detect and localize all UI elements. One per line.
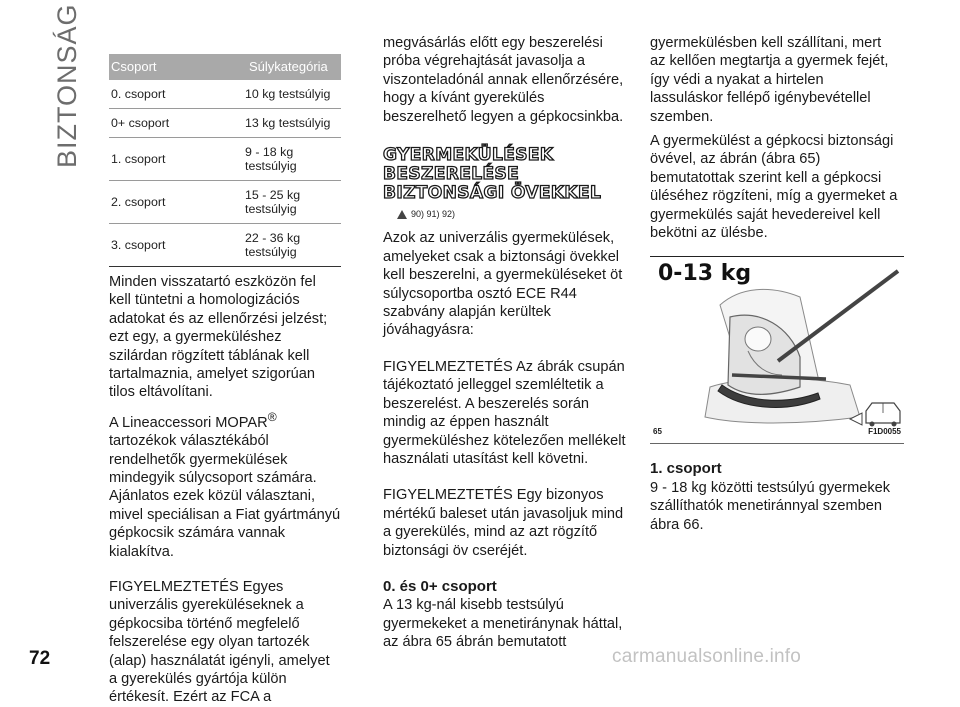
warning-references	[397, 205, 631, 223]
subheading-group-0: 0. és 0+ csoport	[383, 577, 497, 595]
mopar-text-rest: tartozékok választékából rendelhetők gyermekülések mindegyik súlycsoport számára. Ajánlatos ezek közül választani, mivel speciálisan a Fiat gyártmányú gépkocsik számára vannak kialakítva.	[109, 433, 341, 560]
table-cell-weight: 15 - 25 kg testsúlyig	[229, 181, 341, 224]
column-2	[383, 34, 631, 652]
table-cell-weight: 13 kg testsúlyig	[229, 109, 341, 138]
column-3	[650, 34, 900, 534]
table-header-weight: Súlykategória	[229, 54, 341, 80]
table-row	[109, 109, 341, 138]
watermark: carmanualsonline.info	[612, 646, 802, 667]
table-header-group: Csoport	[109, 54, 229, 80]
paragraph-warning-figures: FIGYELMEZTETÉS Az ábrák csupán tájékoztató jelleggel szemléltetik a beszerelést. A beszerelés során mindig az éppen használt gyermeküléshez kötelezően mellékelt használati utasítást kell követni.	[383, 358, 626, 467]
paragraph-fastening: A gyermekülést a gépkocsi biztonsági övével, az ábrán (ábra 65) bemutatottak szerint kell a gépkocsi üléséhez rögzíteni, míg a gyermeket a gyermekülés saját hevedereivel kell bekötni az ülésbe.	[650, 133, 898, 242]
paragraph-mopar	[109, 408, 341, 561]
figure-weight-label: 0-13 kg	[658, 261, 752, 287]
table-cell-weight: 9 - 18 kg testsúlyig	[229, 138, 341, 181]
paragraph-continued-col3: gyermekülésben kell szállítani, mert az kellően megtartja a gyermek fejét, így védi a nyakat a hirtelen lassuláskor fellépő igénybevétellel szemben.	[650, 35, 889, 125]
mopar-text: A Lineaccessori MOPAR	[109, 414, 268, 431]
table-cell-weight: 22 - 36 kg testsúlyig	[229, 224, 341, 267]
table-row	[109, 224, 341, 267]
subheading-group-1: 1. csoport	[650, 460, 722, 478]
warning-triangle-icon	[397, 210, 407, 219]
table-cell-weight: 10 kg testsúlyig	[229, 80, 341, 109]
table-cell-group: 2. csoport	[109, 181, 229, 224]
table-cell-group: 1. csoport	[109, 138, 229, 181]
paragraph-group-1: 9 - 18 kg közötti testsúlyú gyermekek szállíthatók menetiránnyal szemben ábra 66.	[650, 479, 891, 533]
paragraph-continued: megvásárlás előtt egy beszerelési próba végrehajtását javasolja a viszonteladónál annak ellenőrzésére, hogy a kívánt gyerekülés beszerelhető legyen a gépkocsinkba.	[383, 35, 624, 125]
paragraph-group-0: A 13 kg-nál kisebb testsúlyú gyermekeket a menetiránynak háttal, az ábra 65 ábrán bemutatott	[383, 597, 623, 651]
table-cell-group: 0. csoport	[109, 80, 229, 109]
paragraph-ece-r44: Azok az univerzális gyermekülések, amelyeket csak a biztonsági övekkel kell beszerelni, a gyermeküléseket öt súlycsoportba osztó ECE R44 szabvány alapján kerültek jóváhagyásra:	[383, 230, 623, 339]
paragraph-warning-accident: FIGYELMEZTETÉS Egy bizonyos mértékű baleset után javasoljuk mind a gyerekülés, mind az azt rögzítő biztonsági öv cseréjét.	[383, 487, 624, 559]
figure-number: 65	[653, 427, 662, 437]
column-1	[109, 54, 341, 707]
table-row	[109, 181, 341, 224]
figure-code: F1D0055	[868, 427, 901, 437]
reference-numbers: 90) 91) 92)	[411, 209, 456, 220]
weight-group-table	[109, 54, 341, 267]
section-heading: GYERMEKÜLÉSEK BESZERELÉSE BIZTONSÁGI ÖVEKKEL	[383, 145, 602, 204]
table-row	[109, 80, 341, 109]
paragraph-homologation: Minden visszatartó eszközön fel kell tüntetni a homologizációs adatokat és az ellenőrzési jelzést; ezt egy, a gyermeküléshez szilárdan rögzített táblának kell tartalmaznia, amelyet szigorúan tilos eltávolítani.	[109, 274, 328, 401]
table-row	[109, 138, 341, 181]
table-cell-group: 0+ csoport	[109, 109, 229, 138]
registered-mark: ®	[267, 409, 277, 424]
page-number: 72	[29, 648, 51, 669]
table-cell-group: 3. csoport	[109, 224, 229, 267]
figure-65	[650, 256, 904, 444]
paragraph-warning-base: FIGYELMEZTETÉS Egyes univerzális gyereküléseknek a gépkocsiba történő megfelelő felszerelése egy olyan tartozék (alap) használatát igényli, amelyet a gyerekülés gyártója külön értékesít. Ezért az FCA a	[109, 578, 330, 706]
